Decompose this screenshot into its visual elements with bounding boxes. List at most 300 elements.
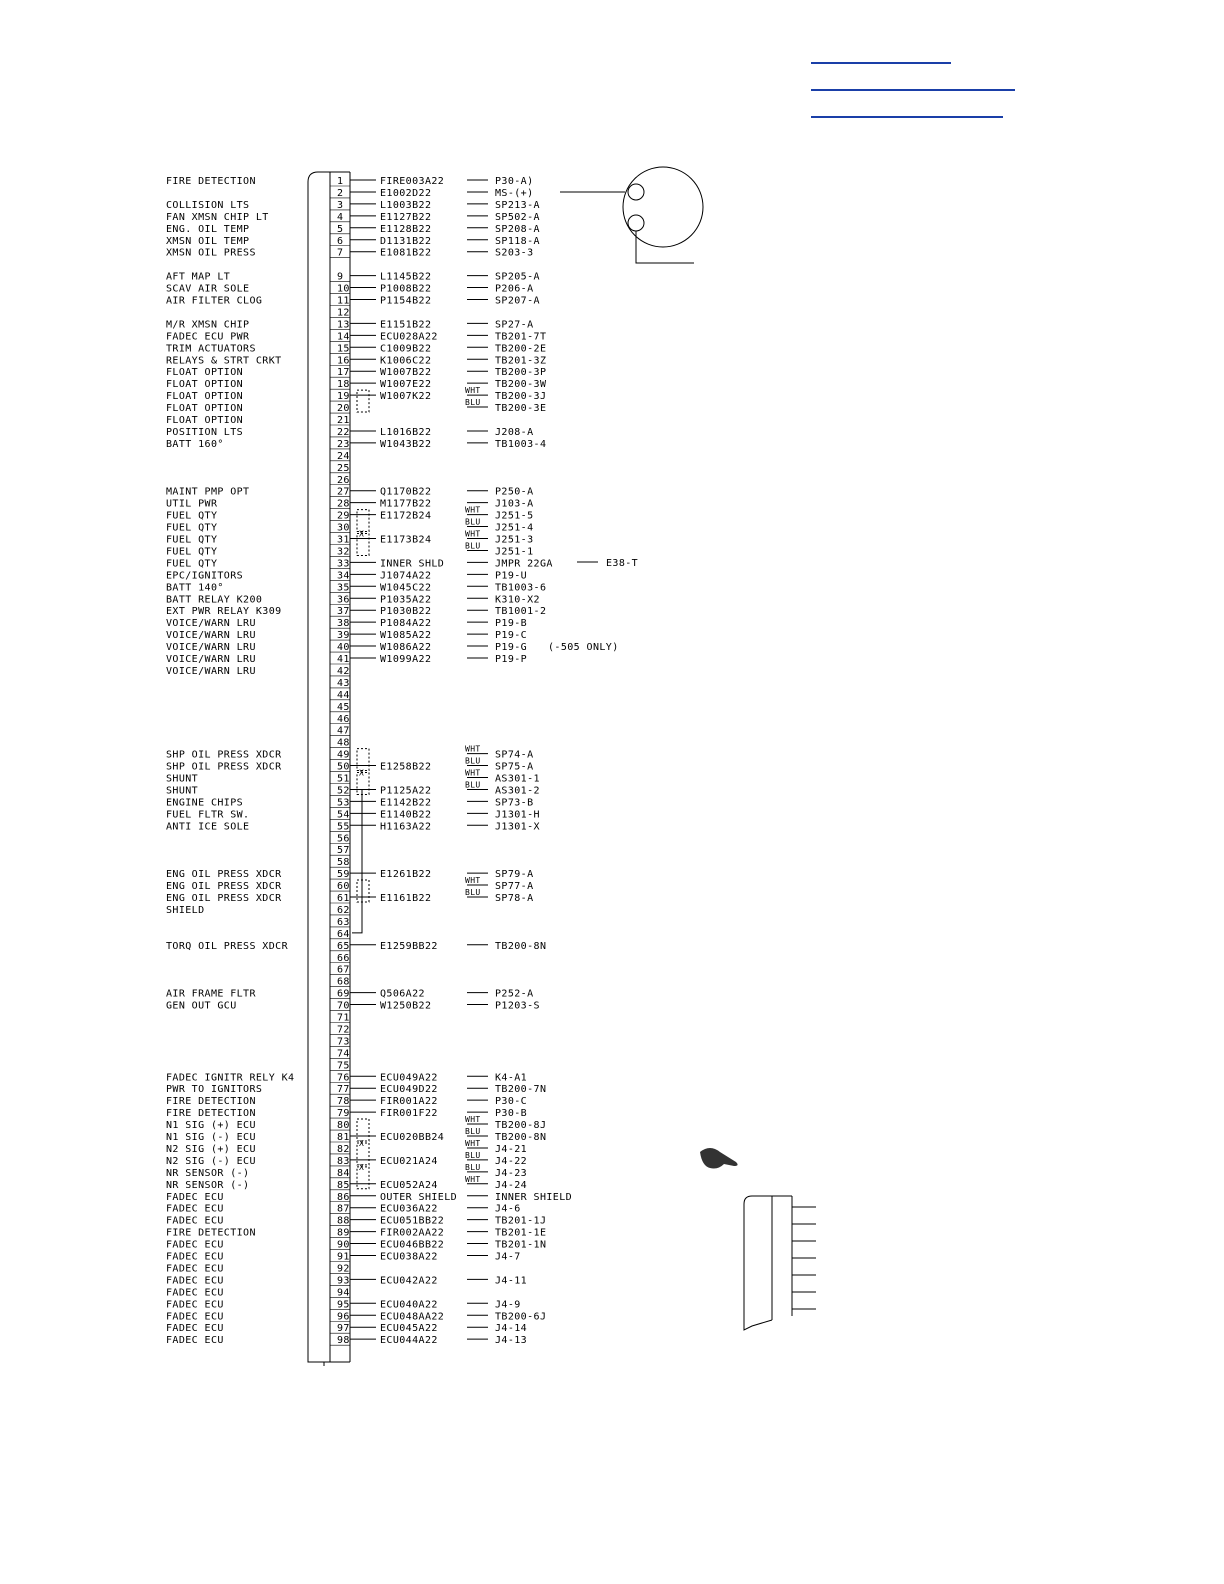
signal-label: FUEL QTY (166, 534, 218, 546)
signal-label: FLOAT OPTION (166, 415, 244, 426)
pin-number: 34 (337, 570, 350, 582)
pin-number: 44 (337, 689, 350, 701)
signal-label: FIRE DETECTION (166, 1096, 256, 1108)
pin-number: 51 (337, 773, 350, 785)
pin-number: 52 (337, 785, 350, 797)
pin-number: 97 (337, 1323, 350, 1335)
signal-label: AFT MAP LT (166, 271, 231, 283)
signal-label: TRIM ACTUATORS (166, 343, 256, 355)
pin-number: 98 (337, 1335, 350, 1347)
dest-id: TB201-7T (495, 331, 547, 343)
dest-id: TB200-7N (495, 1084, 547, 1096)
signal-label: BATT 140° (166, 582, 224, 594)
signal-label: ENGINE CHIPS (166, 797, 244, 809)
pin-number: 80 (337, 1120, 350, 1132)
wire-id: Q1170B22 (380, 486, 432, 498)
dest-id: AS301-1 (495, 773, 540, 785)
wire-id: P1008B22 (380, 283, 432, 295)
wire-color-tag: BLU (465, 888, 481, 897)
shield-x-mark: X (359, 529, 365, 539)
signal-label: FUEL QTY (166, 510, 218, 522)
wire-id: W1043B22 (380, 438, 432, 450)
dest-id: TB1003-4 (495, 438, 547, 450)
wire-color-tag: WHT (465, 505, 481, 515)
dest-id: SP77-A (495, 881, 534, 893)
signal-label: SHUNT (166, 773, 199, 785)
wire-id: E1258B22 (380, 761, 432, 773)
dest-id: JMPR 22GA (495, 558, 553, 570)
shield-drain-line (352, 789, 362, 932)
wire-id: W1007K22 (380, 391, 432, 403)
wire-id: W1007E22 (380, 379, 432, 391)
wire-id: FIRE003A22 (380, 176, 445, 187)
pin-number: 2 (337, 187, 344, 199)
pin-number: 24 (337, 450, 350, 462)
signal-label: AIR FRAME FLTR (166, 988, 256, 1000)
wire-id: W1250B22 (380, 1000, 432, 1012)
wire-id: L1016B22 (380, 426, 432, 438)
wire-color-tag: WHT (465, 744, 481, 754)
pin-rows (166, 176, 572, 1346)
dest-id: J1301-H (495, 809, 540, 821)
pin-number: 71 (337, 1012, 350, 1024)
dest-id: J103-A (495, 498, 534, 510)
wire-color-tag: WHT (465, 768, 481, 778)
dest-id: SP205-A (495, 271, 540, 283)
twisted-pair-box (357, 1119, 369, 1141)
dest-id: P1203-S (495, 1000, 540, 1012)
pin-number: 59 (337, 869, 350, 881)
wire-color-tag: BLU (465, 780, 481, 790)
pin-number: 29 (337, 510, 350, 522)
dest-id: J4-7 (495, 1251, 521, 1263)
wire-color-tag: WHT (465, 386, 481, 396)
dest-id: TB201-1J (495, 1215, 547, 1227)
wire-id: W1045C22 (380, 582, 432, 594)
wire-id: ECU020BB24 (380, 1132, 445, 1143)
pin-number: 67 (337, 964, 350, 976)
signal-label: VOICE/WARN LRU (166, 665, 256, 677)
dest-id: TB200-8N (495, 940, 547, 952)
pin-number: 87 (337, 1203, 350, 1215)
wire-id: E1081B22 (380, 247, 432, 259)
wire-color-tag: WHT (465, 529, 481, 539)
wire-id: E1127B22 (380, 211, 432, 223)
dest-id: SP502-A (495, 211, 540, 223)
signal-label: FUEL QTY (166, 546, 218, 558)
wire-id: P1030B22 (380, 606, 432, 618)
signal-label: NR SENSOR (-) (166, 1167, 250, 1179)
signal-label: GEN OUT GCU (166, 1000, 237, 1012)
dest-id: J4-21 (495, 1143, 528, 1155)
wire-id: E1259BB22 (380, 940, 438, 952)
wire-id: ECU049D22 (380, 1084, 438, 1096)
pin-number: 18 (337, 379, 350, 391)
pin-number: 5 (337, 223, 344, 235)
signal-label: FADEC ECU (166, 1299, 224, 1311)
shield-x-mark: X (359, 768, 365, 778)
signal-label: FUEL FLTR SW. (166, 809, 250, 821)
dest-id: S203-3 (495, 247, 534, 259)
signal-label: BATT RELAY K200 (166, 594, 263, 606)
pin-number: 16 (337, 355, 350, 367)
signal-label: FADEC ECU (166, 1287, 224, 1299)
pin-number: 45 (337, 701, 350, 713)
wire-id: E1173B24 (380, 534, 432, 546)
pointing-hand-icon (700, 1148, 738, 1169)
signal-label: MAINT PMP OPT (166, 486, 250, 498)
dest-id: SP79-A (495, 869, 534, 881)
signal-label: FLOAT OPTION (166, 379, 244, 391)
pin-number: 14 (337, 331, 350, 343)
dest-id: TB201-1E (495, 1227, 547, 1239)
pin-number: 36 (337, 594, 350, 606)
pin-number: 89 (337, 1227, 350, 1239)
wire-color-tag: BLU (465, 1150, 481, 1160)
signal-label: SHP OIL PRESS XDCR (166, 749, 282, 761)
signal-label: FIRE DETECTION (166, 1108, 256, 1120)
wire-id: E1128B22 (380, 223, 432, 235)
wire-id: D1131B22 (380, 235, 432, 247)
pin-number: 78 (337, 1096, 350, 1108)
pin-number: 30 (337, 522, 350, 534)
pin-number: 20 (337, 403, 350, 415)
wire-id: ECU042A22 (380, 1275, 438, 1287)
wire-id: ECU045A22 (380, 1323, 438, 1335)
dest-id: AS301-2 (495, 785, 540, 797)
pin-number: 68 (337, 976, 350, 988)
dest-id: P19-G (495, 642, 528, 654)
dest-id: SP78-A (495, 893, 534, 904)
dest-id: J251-3 (495, 534, 534, 546)
wire-id: W1099A22 (380, 654, 432, 665)
pin-number: 56 (337, 833, 350, 845)
wire-id: ECU049A22 (380, 1072, 438, 1084)
pin-number: 12 (337, 307, 350, 319)
wire-color-tag: BLU (465, 398, 481, 408)
pin-number: 42 (337, 665, 350, 677)
wire-id: M1177B22 (380, 498, 432, 510)
dest-id: SP207-A (495, 295, 540, 307)
wire-id: ECU021A24 (380, 1155, 438, 1167)
signal-label: VOICE/WARN LRU (166, 618, 256, 630)
signal-label: VOICE/WARN LRU (166, 642, 256, 654)
signal-label: ENG OIL PRESS XDCR (166, 893, 282, 904)
pin-number: 40 (337, 642, 350, 654)
pin-number: 3 (337, 199, 344, 211)
pin-number: 48 (337, 737, 350, 749)
pin-number: 26 (337, 474, 350, 486)
pin-number: 15 (337, 343, 350, 355)
wire-id: W1007B22 (380, 367, 432, 379)
dest-id: J251-1 (495, 546, 534, 558)
pin-number: 43 (337, 677, 350, 689)
wire-id: ECU036A22 (380, 1203, 438, 1215)
callout-circle (560, 167, 703, 263)
dest-id: TB200-3P (495, 367, 547, 379)
signal-label: FADEC ECU (166, 1311, 224, 1323)
dest-id: P19-P (495, 654, 528, 665)
pin-number: 88 (337, 1215, 350, 1227)
signal-label: FADEC ECU (166, 1203, 224, 1215)
signal-label: TORQ OIL PRESS XDCR (166, 940, 288, 952)
signal-label: FUEL QTY (166, 522, 218, 534)
pin-number: 85 (337, 1179, 350, 1191)
dest-id: SP75-A (495, 761, 534, 773)
signal-label: ANTI ICE SOLE (166, 821, 250, 833)
pin-number: 10 (337, 283, 350, 295)
pin-number: 41 (337, 654, 350, 665)
wire-id: L1145B22 (380, 271, 432, 283)
signal-label: N2 SIG (-) ECU (166, 1155, 256, 1167)
signal-label: FLOAT OPTION (166, 367, 244, 379)
signal-label: UTIL PWR (166, 498, 218, 510)
pin-number: 84 (337, 1167, 350, 1179)
dest-id: J4-23 (495, 1167, 528, 1179)
signal-label: XMSN OIL PRESS (166, 247, 256, 259)
wire-id: J1074A22 (380, 570, 432, 582)
pin-number: 55 (337, 821, 350, 833)
wire-id: FIR001F22 (380, 1108, 438, 1120)
pin-number: 21 (337, 415, 350, 426)
wire-color-tag: BLU (465, 517, 481, 527)
pin-number: 17 (337, 367, 350, 379)
dest-id: J4-11 (495, 1275, 528, 1287)
pin-number: 32 (337, 546, 350, 558)
dest-id: TB200-2E (495, 343, 547, 355)
pin-number: 23 (337, 438, 350, 450)
signal-label: ENG OIL PRESS XDCR (166, 881, 282, 893)
dest-id: P30-A) (495, 176, 534, 187)
wire-id: FIR001A22 (380, 1096, 438, 1108)
signal-label: FADEC ECU (166, 1323, 224, 1335)
dest-id: TB1003-6 (495, 582, 547, 594)
dest-id: INNER SHIELD (495, 1191, 573, 1203)
signal-label: ENG OIL PRESS XDCR (166, 869, 282, 881)
jumper-group (548, 558, 638, 653)
signal-label: FLOAT OPTION (166, 403, 244, 415)
wire-id: INNER SHLD (380, 558, 445, 570)
dest-id: SP73-B (495, 797, 534, 809)
signal-label: NR SENSOR (-) (166, 1179, 250, 1191)
wire-id: W1085A22 (380, 630, 432, 642)
wire-id: P1035A22 (380, 594, 432, 606)
pin-number: 28 (337, 498, 350, 510)
wire-color-tag: BLU (465, 756, 481, 766)
pin-number: 64 (337, 928, 350, 940)
dest-id: J208-A (495, 426, 534, 438)
signal-label: ENG. OIL TEMP (166, 223, 250, 235)
signal-label: FADEC ECU PWR (166, 331, 250, 343)
signal-label: FADEC ECU (166, 1191, 224, 1203)
wire-id: P1125A22 (380, 785, 432, 797)
wire-id: ECU038A22 (380, 1251, 438, 1263)
pin-number: 83 (337, 1155, 350, 1167)
signal-label: SCAV AIR SOLE (166, 283, 250, 295)
signal-label: PWR TO IGNITORS (166, 1084, 263, 1096)
wire-id: ECU051BB22 (380, 1215, 445, 1227)
shield-x-mark: X (359, 1162, 365, 1172)
pin-number: 93 (337, 1275, 350, 1287)
twisted-pair-box (357, 749, 369, 771)
dest-id: J4-13 (495, 1335, 528, 1347)
pin-number: 7 (337, 247, 344, 259)
pin-number: 62 (337, 904, 350, 916)
dest-id: SP208-A (495, 223, 540, 235)
dest-id: P19-U (495, 570, 528, 582)
wire-id: E1002D22 (380, 187, 432, 199)
dest-id: P30-B (495, 1108, 528, 1120)
twisted-pair-box (357, 880, 369, 902)
twisted-pair-box (357, 390, 369, 412)
wire-id: E1172B24 (380, 510, 432, 522)
dest-id: TB200-3J (495, 391, 547, 403)
dest-id: TB200-6J (495, 1311, 547, 1323)
pin-number: 33 (337, 558, 350, 570)
wire-id: E1161B22 (380, 893, 432, 904)
wire-color-tag: WHT (465, 1115, 481, 1125)
jumper-dest-label: E38-T (606, 558, 639, 569)
dest-id: TB201-1N (495, 1239, 547, 1251)
wire-color-tag: WHT (465, 1174, 481, 1184)
dest-id: SP27-A (495, 319, 534, 331)
pin-number: 86 (337, 1191, 350, 1203)
small-connector (744, 1196, 816, 1330)
wire-id: P1154B22 (380, 295, 432, 307)
dest-id: J251-5 (495, 510, 534, 522)
wire-id: ECU044A22 (380, 1335, 438, 1347)
pin-number: 39 (337, 630, 350, 642)
pin-number: 74 (337, 1048, 350, 1060)
wire-id: Q506A22 (380, 988, 425, 1000)
dest-id: J1301-X (495, 821, 540, 833)
wire-id: E1140B22 (380, 809, 432, 821)
pin-number: 79 (337, 1108, 350, 1120)
pin-number: 4 (337, 211, 344, 223)
dest-id: K310-X2 (495, 594, 540, 606)
pin-number: 82 (337, 1143, 350, 1155)
dest-id: TB201-3Z (495, 355, 547, 367)
dest-id: P19-B (495, 618, 528, 630)
pin-number: 9 (337, 271, 344, 283)
dest-id: MS-(+) (495, 187, 534, 199)
505-only-note: (-505 ONLY) (548, 642, 619, 653)
pin-number: 37 (337, 606, 350, 618)
signal-label: N2 SIG (+) ECU (166, 1143, 256, 1155)
pin-number: 76 (337, 1072, 350, 1084)
dest-id: K4-A1 (495, 1072, 528, 1084)
pin-number: 6 (337, 235, 344, 247)
wire-color-tag: BLU (465, 1162, 481, 1172)
signal-label: N1 SIG (-) ECU (166, 1132, 256, 1143)
pin-number: 90 (337, 1239, 350, 1251)
signal-label: VOICE/WARN LRU (166, 630, 256, 642)
signal-label: AIR FILTER CLOG (166, 295, 263, 307)
signal-label: BATT 160° (166, 438, 224, 450)
wire-id: ECU048AA22 (380, 1311, 445, 1323)
signal-label: FAN XMSN CHIP LT (166, 211, 269, 223)
dest-id: TB200-8J (495, 1120, 547, 1132)
dest-id: TB200-3W (495, 379, 547, 391)
signal-label: FADEC ECU (166, 1335, 224, 1347)
dest-id: J4-24 (495, 1179, 528, 1191)
dest-id: P252-A (495, 988, 534, 1000)
wire-id: ECU052A24 (380, 1179, 438, 1191)
pin-number: 61 (337, 893, 350, 904)
signal-label: M/R XMSN CHIP (166, 319, 250, 331)
pin-number: 92 (337, 1263, 350, 1275)
signal-label: XMSN OIL TEMP (166, 235, 250, 247)
pin-number: 58 (337, 857, 350, 869)
dest-id: J4-14 (495, 1323, 528, 1335)
pin-number: 31 (337, 534, 350, 546)
pin-number: 46 (337, 713, 350, 725)
wire-id: H1163A22 (380, 821, 432, 833)
signal-label: FADEC ECU (166, 1215, 224, 1227)
pin-number: 1 (337, 176, 344, 187)
pin-number: 38 (337, 618, 350, 630)
wire-id: E1151B22 (380, 319, 432, 331)
twisted-pair-box (357, 510, 369, 532)
signal-label: SHP OIL PRESS XDCR (166, 761, 282, 773)
dest-id: SP213-A (495, 199, 540, 211)
dest-id: TB1001-2 (495, 606, 547, 618)
wire-id: K1006C22 (380, 355, 432, 367)
signal-label: FADEC ECU (166, 1263, 224, 1275)
pin-number: 77 (337, 1084, 350, 1096)
pin-number: 69 (337, 988, 350, 1000)
signal-label: FIRE DETECTION (166, 176, 256, 187)
pin-number: 66 (337, 952, 350, 964)
signal-label: VOICE/WARN LRU (166, 654, 256, 665)
pin-number: 70 (337, 1000, 350, 1012)
signal-label: FADEC IGNITR RELY K4 (166, 1072, 295, 1084)
wire-id: FIR002AA22 (380, 1227, 445, 1239)
wire-id: P1084A22 (380, 618, 432, 630)
signal-label: FUEL QTY (166, 558, 218, 570)
wire-id: ECU046BB22 (380, 1239, 445, 1251)
pin-number: 11 (337, 295, 350, 307)
signal-label: RELAYS & STRT CRKT (166, 355, 282, 367)
pin-number: 60 (337, 881, 350, 893)
wire-color-tag: WHT (465, 876, 481, 886)
pin-number: 91 (337, 1251, 350, 1263)
wire-id: L1003B22 (380, 199, 432, 211)
wire-id: ECU040A22 (380, 1299, 438, 1311)
pin-number: 35 (337, 582, 350, 594)
pin-number: 13 (337, 319, 350, 331)
pin-number: 27 (337, 486, 350, 498)
signal-label: FADEC ECU (166, 1275, 224, 1287)
dest-id: J251-4 (495, 522, 534, 534)
shield-x-mark: X (359, 1138, 365, 1148)
wire-id: E1142B22 (380, 797, 432, 809)
dest-id: TB200-8N (495, 1132, 547, 1143)
signal-label: FLOAT OPTION (166, 391, 244, 403)
wire-id: OUTER SHIELD (380, 1191, 458, 1203)
dest-id: P206-A (495, 283, 534, 295)
wire-id: C1009B22 (380, 343, 432, 355)
wire-color-tag: WHT (465, 1138, 481, 1148)
wire-color-tag: BLU (465, 1127, 481, 1136)
pin-number: 49 (337, 749, 350, 761)
signal-label: FADEC ECU (166, 1251, 224, 1263)
dest-id: J4-6 (495, 1203, 521, 1215)
signal-label: POSITION LTS (166, 426, 244, 438)
dest-id: P30-C (495, 1096, 528, 1108)
pin-number: 95 (337, 1299, 350, 1311)
wire-id: E1261B22 (380, 869, 432, 881)
